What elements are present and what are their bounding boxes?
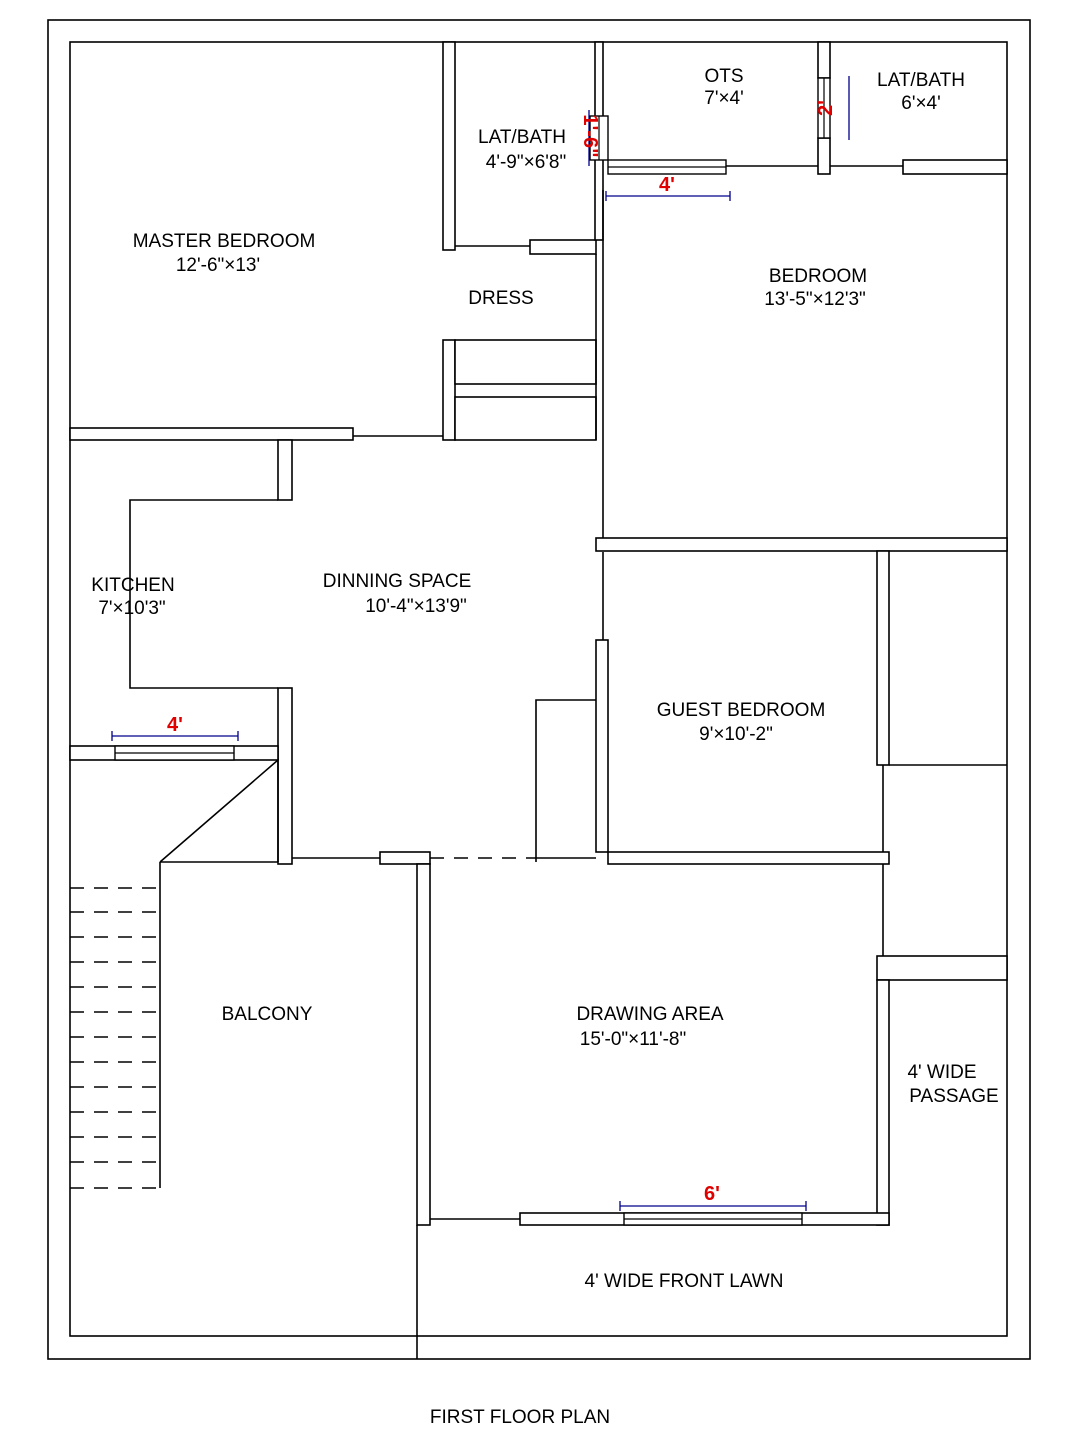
wall (455, 397, 596, 440)
wall (455, 340, 596, 384)
lat-bath-2-size: 6'×4' (901, 93, 941, 114)
passage-label-line1: 4' WIDE (907, 1062, 977, 1083)
kitchen-size: 7'×10'3" (98, 598, 166, 619)
wall (903, 160, 1007, 174)
wall (596, 640, 608, 852)
kitchen-label: KITCHEN (91, 575, 175, 596)
wall (443, 340, 455, 440)
dress-label: DRESS (468, 288, 534, 309)
guest-bedroom-label: GUEST BEDROOM (656, 700, 826, 721)
wall (443, 42, 455, 250)
lat-bath-2-label: LAT/BATH (877, 70, 965, 91)
bath1-window-dimension: 1'-6" (579, 114, 601, 158)
bedroom-size: 13'-5"×12'3" (764, 289, 866, 310)
wall (530, 240, 596, 254)
drawing-area-size: 15'-0"×11'-8" (579, 1029, 687, 1050)
passage-label-line2: PASSAGE (909, 1086, 999, 1107)
ots-window-dimension: 4' (659, 174, 675, 196)
bath2-window-dimension: 2' (815, 100, 837, 116)
balcony-label: BALCONY (221, 1004, 313, 1025)
stair-treads (70, 888, 160, 1188)
front-lawn-label: 4' WIDE FRONT LAWN (584, 1271, 784, 1292)
dining-label: DINNING SPACE (322, 571, 472, 592)
lat-bath-1-label: LAT/BATH (478, 127, 566, 148)
wall (818, 42, 830, 78)
ots-label: OTS (704, 66, 744, 87)
wall (278, 688, 292, 864)
guest-bedroom-size: 9'×10'-2" (699, 724, 773, 745)
lat-bath-1-size: 4'-9"×6'8" (485, 152, 567, 173)
drawing-window-dimension: 6' (704, 1183, 720, 1205)
master-bedroom-label: MASTER BEDROOM (132, 231, 316, 252)
drawing-area-label: DRAWING AREA (576, 1004, 724, 1025)
wall (608, 852, 889, 864)
dining-size: 10'-4"×13'9" (365, 596, 467, 617)
ots-size: 7'×4' (704, 88, 744, 109)
plan-title: FIRST FLOOR PLAN (429, 1407, 611, 1428)
wall (877, 551, 889, 765)
bedroom-label: BEDROOM (768, 266, 868, 287)
wall (380, 852, 430, 864)
wall (818, 138, 830, 174)
wall (877, 980, 889, 1225)
stair-outline (160, 760, 278, 862)
wall (596, 538, 1007, 551)
kitchen-window-dimension: 4' (167, 714, 183, 736)
master-bedroom-size: 12'-6"×13' (175, 255, 261, 276)
wall (877, 956, 1007, 980)
wall (536, 700, 596, 862)
wall (70, 428, 353, 440)
wall (278, 440, 292, 500)
wall (417, 864, 430, 1225)
